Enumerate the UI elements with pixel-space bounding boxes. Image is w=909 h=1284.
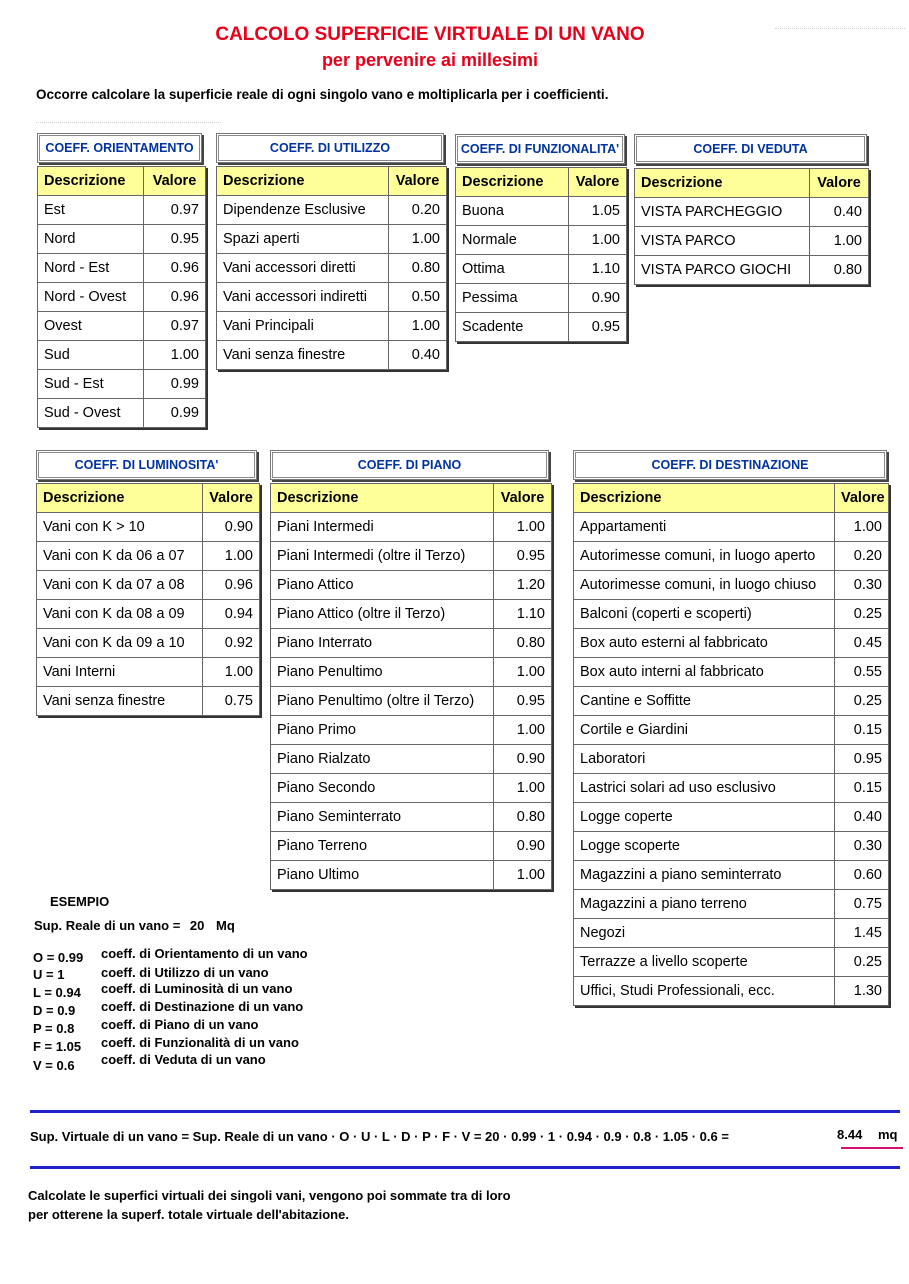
row-value: 0.40 bbox=[389, 341, 447, 370]
row-value: 1.00 bbox=[494, 774, 552, 803]
row-value: 0.40 bbox=[835, 803, 889, 832]
row-value: 0.40 bbox=[810, 198, 869, 227]
col-header-descrizione: Descrizione bbox=[574, 484, 835, 513]
example-coefficient-value: U = 1 bbox=[33, 967, 65, 982]
coefficient-grid bbox=[36, 483, 260, 716]
col-header-descrizione: Descrizione bbox=[456, 168, 569, 197]
row-description: Autorimesse comuni, in luogo aperto bbox=[574, 542, 835, 571]
dotted-divider bbox=[775, 28, 905, 30]
row-value: 1.00 bbox=[203, 658, 260, 687]
row-description: Box auto esterni al fabbricato bbox=[574, 629, 835, 658]
table-row bbox=[271, 571, 552, 600]
row-value: 0.90 bbox=[494, 745, 552, 774]
row-value: 0.94 bbox=[203, 600, 260, 629]
table-row bbox=[271, 716, 552, 745]
table-row bbox=[37, 629, 260, 658]
table-row bbox=[574, 977, 889, 1006]
table-title: COEFF. DI UTILIZZO bbox=[216, 133, 444, 163]
result-underline bbox=[841, 1147, 903, 1149]
row-value: 0.15 bbox=[835, 716, 889, 745]
row-value: 0.75 bbox=[835, 890, 889, 919]
row-value: 0.80 bbox=[810, 256, 869, 285]
col-header-valore: Valore bbox=[494, 484, 552, 513]
example-sup-reale bbox=[34, 918, 235, 933]
row-value: 0.99 bbox=[144, 399, 206, 428]
row-description: Piano Rialzato bbox=[271, 745, 494, 774]
table-row bbox=[574, 716, 889, 745]
table-row bbox=[574, 803, 889, 832]
table-row bbox=[271, 861, 552, 890]
table-row bbox=[574, 948, 889, 977]
row-description: Piani Intermedi bbox=[271, 513, 494, 542]
table-row bbox=[271, 600, 552, 629]
example-coefficient-description: coeff. di Utilizzo di un vano bbox=[101, 965, 269, 980]
table-row bbox=[217, 254, 447, 283]
dotted-divider bbox=[36, 122, 221, 124]
table-title: COEFF. ORIENTAMENTO bbox=[37, 133, 202, 163]
table-row bbox=[38, 196, 206, 225]
row-description: Vani accessori indiretti bbox=[217, 283, 389, 312]
example-coefficient-value: V = 0.6 bbox=[33, 1058, 75, 1073]
table-row bbox=[456, 255, 627, 284]
table-row bbox=[456, 226, 627, 255]
row-value: 0.45 bbox=[835, 629, 889, 658]
row-description: Negozi bbox=[574, 919, 835, 948]
row-description: Sud - Ovest bbox=[38, 399, 144, 428]
table-row bbox=[271, 745, 552, 774]
row-description: Piano Terreno bbox=[271, 832, 494, 861]
example-coefficient-value: L = 0.94 bbox=[33, 985, 81, 1000]
formula-result bbox=[837, 1127, 897, 1142]
row-value: 1.00 bbox=[569, 226, 627, 255]
row-description: Spazi aperti bbox=[217, 225, 389, 254]
table-row bbox=[574, 513, 889, 542]
table-row bbox=[271, 774, 552, 803]
col-header-descrizione: Descrizione bbox=[37, 484, 203, 513]
row-description: Normale bbox=[456, 226, 569, 255]
row-value: 1.00 bbox=[389, 312, 447, 341]
coefficient-grid bbox=[37, 166, 206, 428]
row-value: 0.92 bbox=[203, 629, 260, 658]
table-row bbox=[37, 687, 260, 716]
row-value: 1.30 bbox=[835, 977, 889, 1006]
header-row bbox=[574, 484, 889, 513]
row-value: 1.20 bbox=[494, 571, 552, 600]
coefficient-grid bbox=[634, 168, 869, 285]
table-row bbox=[271, 629, 552, 658]
row-value: 1.00 bbox=[494, 513, 552, 542]
blue-rule-top bbox=[30, 1110, 900, 1113]
table-row bbox=[456, 197, 627, 226]
row-value: 1.00 bbox=[494, 861, 552, 890]
col-header-valore: Valore bbox=[389, 167, 447, 196]
col-header-valore: Valore bbox=[144, 167, 206, 196]
row-description: Laboratori bbox=[574, 745, 835, 774]
table-row bbox=[38, 225, 206, 254]
table-row bbox=[574, 687, 889, 716]
table-row bbox=[574, 542, 889, 571]
table-row bbox=[271, 513, 552, 542]
table-row bbox=[38, 283, 206, 312]
row-description: Scadente bbox=[456, 313, 569, 342]
formula-text: Sup. Virtuale di un vano = Sup. Reale di un vano · O · U · L · D · P · F · V = 20 · 0.99 · 1 · 0.94 · 0.9 · 0.8 · 1.05 · 0.6 = bbox=[30, 1129, 729, 1144]
table-row bbox=[635, 198, 869, 227]
row-description: VISTA PARCO bbox=[635, 227, 810, 256]
row-description: Dipendenze Esclusive bbox=[217, 196, 389, 225]
row-description: Vani senza finestre bbox=[217, 341, 389, 370]
coefficient-grid bbox=[455, 167, 627, 342]
table-row bbox=[271, 542, 552, 571]
table-row bbox=[574, 919, 889, 948]
table-row bbox=[456, 284, 627, 313]
table-row bbox=[574, 745, 889, 774]
header-row bbox=[271, 484, 552, 513]
row-description: Nord bbox=[38, 225, 144, 254]
example-coefficient-description: coeff. di Destinazione di un vano bbox=[101, 999, 304, 1014]
row-value: 0.75 bbox=[203, 687, 260, 716]
row-description: Est bbox=[38, 196, 144, 225]
col-header-valore: Valore bbox=[203, 484, 260, 513]
row-value: 0.30 bbox=[835, 571, 889, 600]
row-value: 0.50 bbox=[389, 283, 447, 312]
page-title: CALCOLO SUPERFICIE VIRTUALE DI UN VANO bbox=[215, 24, 645, 45]
col-header-descrizione: Descrizione bbox=[271, 484, 494, 513]
example-heading: ESEMPIO bbox=[50, 894, 110, 909]
row-value: 1.00 bbox=[810, 227, 869, 256]
row-description: Ottima bbox=[456, 255, 569, 284]
table-row bbox=[574, 861, 889, 890]
row-description: Piano Ultimo bbox=[271, 861, 494, 890]
row-description: Vani con K da 09 a 10 bbox=[37, 629, 203, 658]
row-description: Sud - Est bbox=[38, 370, 144, 399]
example-coefficient-description: coeff. di Luminosità di un vano bbox=[101, 981, 293, 996]
row-description: Vani con K da 08 a 09 bbox=[37, 600, 203, 629]
table-row bbox=[38, 341, 206, 370]
header-row bbox=[37, 484, 260, 513]
row-description: Cantine e Soffitte bbox=[574, 687, 835, 716]
result-value: 8.44 bbox=[837, 1127, 863, 1142]
row-value: 0.90 bbox=[203, 513, 260, 542]
row-description: Vani Principali bbox=[217, 312, 389, 341]
row-description: Piano Seminterrato bbox=[271, 803, 494, 832]
table-row bbox=[217, 341, 447, 370]
table-row bbox=[574, 890, 889, 919]
row-description: Piano Primo bbox=[271, 716, 494, 745]
example-coefficient-description: coeff. di Veduta di un vano bbox=[101, 1052, 266, 1067]
row-description: Piano Penultimo bbox=[271, 658, 494, 687]
row-description: Vani senza finestre bbox=[37, 687, 203, 716]
example-sup-unit: Mq bbox=[216, 918, 235, 933]
example-sup-value: 20 bbox=[189, 918, 205, 933]
conclusion-line-2: per otterene la superf. totale virtuale dell'abitazione. bbox=[28, 1207, 349, 1222]
table-row bbox=[574, 571, 889, 600]
table-row bbox=[37, 658, 260, 687]
row-value: 0.96 bbox=[144, 283, 206, 312]
row-description: Terrazze a livello scoperte bbox=[574, 948, 835, 977]
row-description: Lastrici solari ad uso esclusivo bbox=[574, 774, 835, 803]
row-description: Piano Penultimo (oltre il Terzo) bbox=[271, 687, 494, 716]
conclusion-line-1: Calcolate le superfici virtuali dei singoli vani, vengono poi sommate tra di loro bbox=[28, 1188, 511, 1203]
row-description: VISTA PARCHEGGIO bbox=[635, 198, 810, 227]
intro-text: Occorre calcolare la superficie reale di ogni singolo vano e moltiplicarla per i coefficienti. bbox=[36, 87, 609, 102]
row-description: Cortile e Giardini bbox=[574, 716, 835, 745]
row-description: Ovest bbox=[38, 312, 144, 341]
table-row bbox=[574, 774, 889, 803]
blue-rule-bottom bbox=[30, 1166, 900, 1169]
header-row bbox=[635, 169, 869, 198]
row-value: 0.99 bbox=[144, 370, 206, 399]
coefficient-grid bbox=[216, 166, 447, 370]
table-row bbox=[271, 658, 552, 687]
table-title: COEFF. DI PIANO bbox=[270, 450, 549, 480]
row-description: Piano Attico bbox=[271, 571, 494, 600]
header-row bbox=[456, 168, 627, 197]
coefficient-grid bbox=[270, 483, 552, 890]
row-value: 1.00 bbox=[494, 716, 552, 745]
example-coefficient-value: P = 0.8 bbox=[33, 1021, 75, 1036]
row-value: 0.80 bbox=[494, 803, 552, 832]
row-value: 0.95 bbox=[494, 542, 552, 571]
table-row bbox=[217, 225, 447, 254]
col-header-descrizione: Descrizione bbox=[38, 167, 144, 196]
row-description: Vani con K da 07 a 08 bbox=[37, 571, 203, 600]
row-value: 1.10 bbox=[494, 600, 552, 629]
table-row bbox=[217, 283, 447, 312]
row-description: Box auto interni al fabbricato bbox=[574, 658, 835, 687]
row-value: 0.95 bbox=[835, 745, 889, 774]
row-value: 0.95 bbox=[144, 225, 206, 254]
row-description: Sud bbox=[38, 341, 144, 370]
table-row bbox=[574, 832, 889, 861]
row-description: Piano Secondo bbox=[271, 774, 494, 803]
row-value: 0.25 bbox=[835, 600, 889, 629]
table-row bbox=[37, 571, 260, 600]
row-value: 1.00 bbox=[835, 513, 889, 542]
row-value: 0.96 bbox=[144, 254, 206, 283]
row-description: Nord - Ovest bbox=[38, 283, 144, 312]
table-row bbox=[271, 832, 552, 861]
table-row bbox=[217, 196, 447, 225]
row-description: Magazzini a piano seminterrato bbox=[574, 861, 835, 890]
row-description: Piano Attico (oltre il Terzo) bbox=[271, 600, 494, 629]
example-coefficient-value: F = 1.05 bbox=[33, 1039, 82, 1054]
row-value: 1.45 bbox=[835, 919, 889, 948]
table-title: COEFF. DI DESTINAZIONE bbox=[573, 450, 887, 480]
row-description: Logge coperte bbox=[574, 803, 835, 832]
table-row bbox=[271, 803, 552, 832]
table-row bbox=[38, 370, 206, 399]
row-value: 1.00 bbox=[494, 658, 552, 687]
table-title: COEFF. DI FUNZIONALITA' bbox=[455, 134, 625, 164]
col-header-descrizione: Descrizione bbox=[635, 169, 810, 198]
row-description: Magazzini a piano terreno bbox=[574, 890, 835, 919]
table-title: COEFF. DI VEDUTA bbox=[634, 134, 867, 164]
row-description: Buona bbox=[456, 197, 569, 226]
row-description: Piano Interrato bbox=[271, 629, 494, 658]
table-row bbox=[456, 313, 627, 342]
row-description: Uffici, Studi Professionali, ecc. bbox=[574, 977, 835, 1006]
example-coefficient-value: O = 0.99 bbox=[33, 950, 84, 965]
row-value: 0.90 bbox=[494, 832, 552, 861]
row-value: 1.05 bbox=[569, 197, 627, 226]
row-value: 1.00 bbox=[203, 542, 260, 571]
row-description: Vani accessori diretti bbox=[217, 254, 389, 283]
table-row bbox=[574, 629, 889, 658]
row-value: 0.97 bbox=[144, 312, 206, 341]
page-subtitle: per pervenire ai millesimi bbox=[321, 50, 539, 70]
row-value: 0.95 bbox=[494, 687, 552, 716]
col-header-valore: Valore bbox=[810, 169, 869, 198]
table-row bbox=[574, 600, 889, 629]
table-row bbox=[635, 256, 869, 285]
row-value: 0.25 bbox=[835, 687, 889, 716]
col-header-valore: Valore bbox=[569, 168, 627, 197]
table-row bbox=[635, 227, 869, 256]
header-row bbox=[38, 167, 206, 196]
row-description: Vani con K > 10 bbox=[37, 513, 203, 542]
row-description: Balconi (coperti e scoperti) bbox=[574, 600, 835, 629]
example-coefficient-description: coeff. di Funzionalità di un vano bbox=[101, 1035, 299, 1050]
example-coefficient-value: D = 0.9 bbox=[33, 1003, 76, 1018]
row-value: 1.00 bbox=[144, 341, 206, 370]
row-value: 0.20 bbox=[389, 196, 447, 225]
row-value: 0.90 bbox=[569, 284, 627, 313]
example-coefficient-description: coeff. di Orientamento di un vano bbox=[101, 946, 308, 961]
header-row bbox=[217, 167, 447, 196]
table-row bbox=[37, 513, 260, 542]
table-row bbox=[574, 658, 889, 687]
row-description: Autorimesse comuni, in luogo chiuso bbox=[574, 571, 835, 600]
row-value: 0.96 bbox=[203, 571, 260, 600]
row-value: 0.20 bbox=[835, 542, 889, 571]
example-coefficient-description: coeff. di Piano di un vano bbox=[101, 1017, 259, 1032]
row-description: Piani Intermedi (oltre il Terzo) bbox=[271, 542, 494, 571]
row-value: 0.60 bbox=[835, 861, 889, 890]
table-row bbox=[37, 600, 260, 629]
table-title: COEFF. DI LUMINOSITA' bbox=[36, 450, 257, 480]
row-description: Nord - Est bbox=[38, 254, 144, 283]
coefficient-grid bbox=[573, 483, 889, 1006]
row-description: Logge scoperte bbox=[574, 832, 835, 861]
example-sup-label: Sup. Reale di un vano = bbox=[34, 918, 181, 933]
row-description: Vani Interni bbox=[37, 658, 203, 687]
table-row bbox=[271, 687, 552, 716]
row-value: 0.25 bbox=[835, 948, 889, 977]
table-row bbox=[37, 542, 260, 571]
row-description: Appartamenti bbox=[574, 513, 835, 542]
row-value: 0.95 bbox=[569, 313, 627, 342]
table-row bbox=[38, 399, 206, 428]
row-value: 0.30 bbox=[835, 832, 889, 861]
row-description: Vani con K da 06 a 07 bbox=[37, 542, 203, 571]
row-value: 0.80 bbox=[494, 629, 552, 658]
row-description: Pessima bbox=[456, 284, 569, 313]
row-value: 1.10 bbox=[569, 255, 627, 284]
row-value: 0.80 bbox=[389, 254, 447, 283]
row-description: VISTA PARCO GIOCHI bbox=[635, 256, 810, 285]
result-unit: mq bbox=[877, 1127, 898, 1142]
row-value: 1.00 bbox=[389, 225, 447, 254]
row-value: 0.55 bbox=[835, 658, 889, 687]
table-row bbox=[38, 312, 206, 341]
row-value: 0.15 bbox=[835, 774, 889, 803]
row-value: 0.97 bbox=[144, 196, 206, 225]
table-row bbox=[217, 312, 447, 341]
col-header-descrizione: Descrizione bbox=[217, 167, 389, 196]
table-row bbox=[38, 254, 206, 283]
col-header-valore: Valore bbox=[835, 484, 889, 513]
